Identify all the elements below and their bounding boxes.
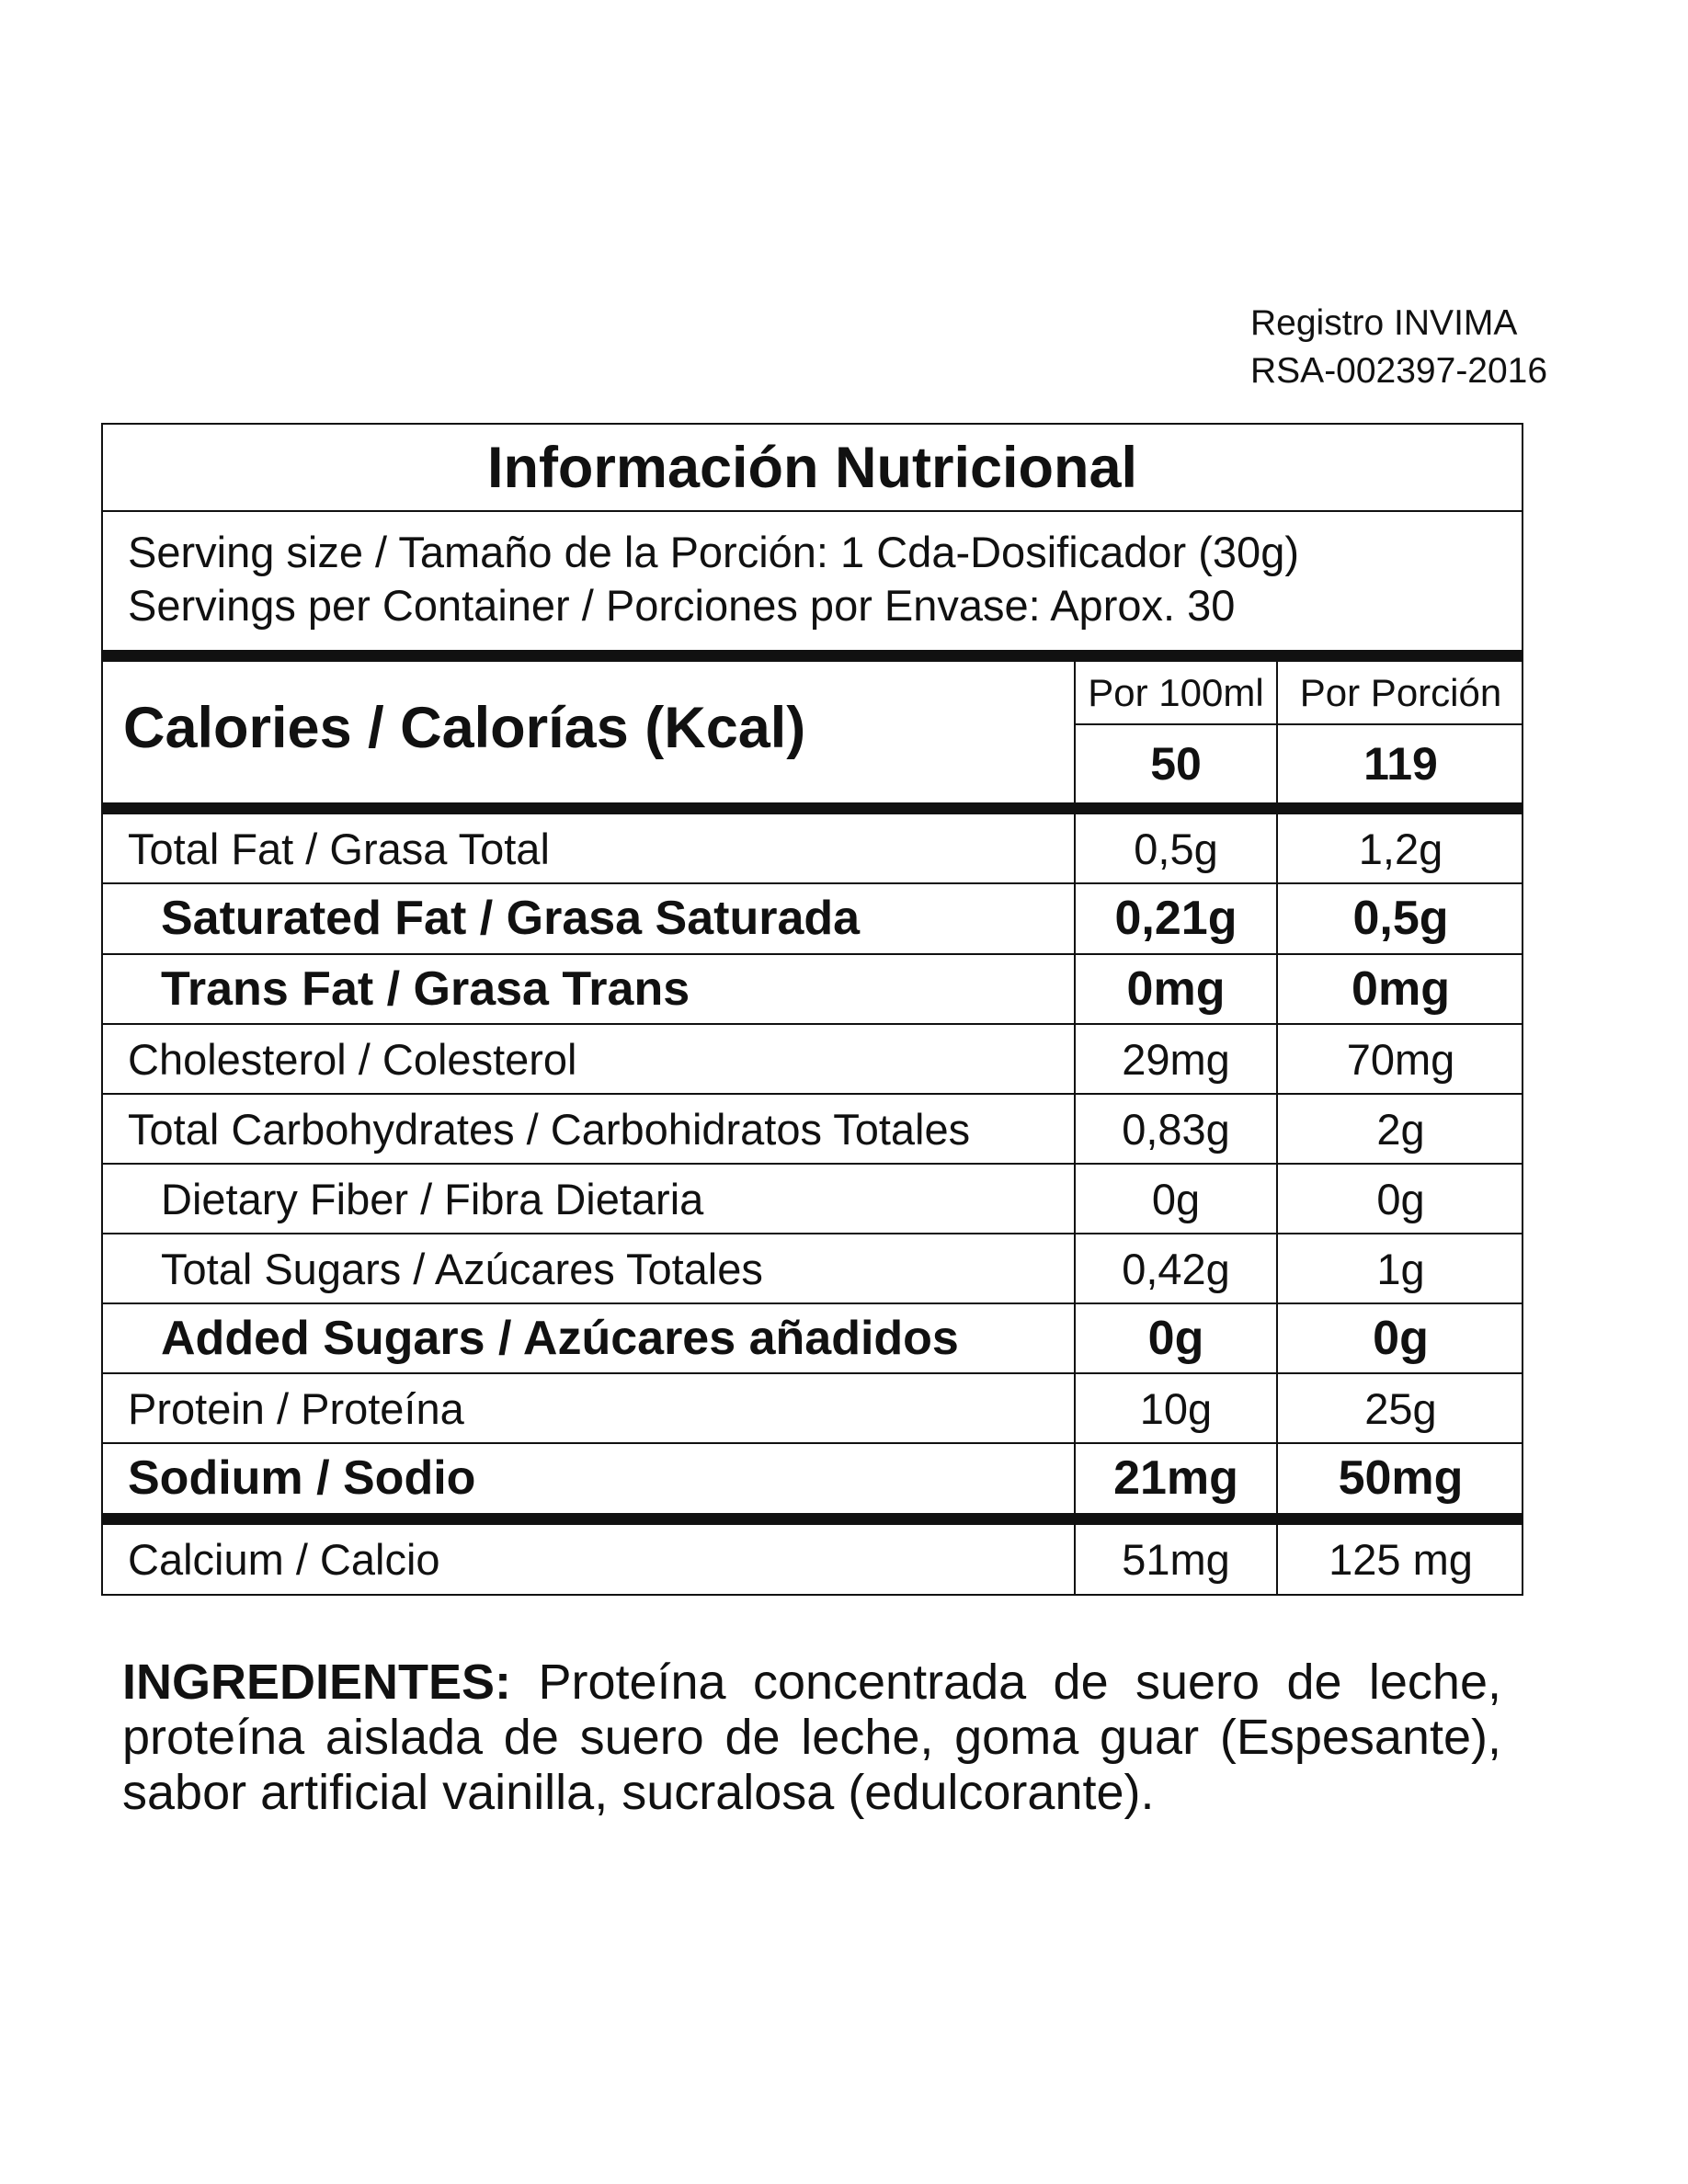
nutrient-row-sodium bbox=[103, 1444, 1522, 1513]
col-header-per-100ml: Por 100ml bbox=[1088, 671, 1264, 714]
nutrient-row-dietary-fiber bbox=[103, 1165, 1522, 1234]
nutrient-label: Added Sugars / Azúcares añadidos bbox=[161, 1312, 959, 1365]
calories-per-serving: 119 bbox=[1363, 738, 1438, 790]
nutrient-label: Calcium / Calcio bbox=[128, 1535, 440, 1584]
nutrient-row-trans-fat bbox=[103, 955, 1522, 1024]
servings-per-container: Servings per Container / Porciones por Envase: Aprox. 30 bbox=[128, 581, 1236, 630]
nutrient-label: Dietary Fiber / Fibra Dietaria bbox=[161, 1175, 704, 1223]
nutrient-label: Total Sugars / Azúcares Totales bbox=[161, 1245, 763, 1293]
calories-label: Calories / Calorías (Kcal) bbox=[123, 696, 806, 760]
nutrient-per-serving: 70mg bbox=[1346, 1035, 1455, 1084]
nutrient-per-100ml: 0,21g bbox=[1114, 892, 1237, 945]
nutrient-label: Sodium / Sodio bbox=[128, 1451, 476, 1505]
registro-line-2: RSA-002397-2016 bbox=[1250, 351, 1548, 391]
nutrient-label: Total Fat / Grasa Total bbox=[128, 825, 550, 873]
nutrient-per-serving: 0,5g bbox=[1352, 892, 1449, 945]
nutrient-label: Trans Fat / Grasa Trans bbox=[161, 962, 690, 1016]
nutrient-per-100ml: 0mg bbox=[1126, 962, 1226, 1016]
nutrient-label: Cholesterol / Colesterol bbox=[128, 1035, 577, 1084]
nutrient-row-total-sugars bbox=[103, 1234, 1522, 1303]
serving-size: Serving size / Tamaño de la Porción: 1 Cda-Dosificador (30g) bbox=[128, 528, 1299, 576]
registro-line-1: Registro INVIMA bbox=[1250, 303, 1518, 343]
nutrient-label: Saturated Fat / Grasa Saturada bbox=[161, 892, 861, 945]
thick-divider-top bbox=[103, 650, 1522, 662]
registro-block bbox=[1250, 300, 1548, 395]
thick-divider-bottom bbox=[103, 1513, 1522, 1525]
nutrient-row-total-fat bbox=[103, 814, 1522, 883]
nutrient-per-serving: 125 mg bbox=[1329, 1535, 1473, 1584]
nutrient-per-serving: 1,2g bbox=[1358, 825, 1443, 873]
nutrition-facts-panel bbox=[101, 423, 1523, 1596]
nutrient-per-serving: 25g bbox=[1364, 1384, 1437, 1433]
panel-title: Información Nutricional bbox=[103, 425, 1522, 512]
nutrient-per-serving: 0g bbox=[1376, 1175, 1425, 1223]
nutrient-per-100ml: 0,42g bbox=[1122, 1245, 1230, 1293]
nutrient-row-protein bbox=[103, 1374, 1522, 1443]
nutrient-per-serving: 2g bbox=[1376, 1105, 1425, 1154]
ingredients-paragraph bbox=[122, 1655, 1501, 1820]
nutrient-per-serving: 1g bbox=[1376, 1245, 1425, 1293]
nutrient-per-serving: 0g bbox=[1373, 1312, 1429, 1365]
nutrient-per-serving: 0mg bbox=[1352, 962, 1450, 1016]
nutrient-row-added-sugars bbox=[103, 1304, 1522, 1373]
col-header-per-serving: Por Porción bbox=[1299, 671, 1502, 714]
nutrient-per-100ml: 29mg bbox=[1122, 1035, 1230, 1084]
nutrient-row-cholesterol bbox=[103, 1025, 1522, 1094]
nutrient-per-serving: 50mg bbox=[1338, 1451, 1464, 1505]
ingredients-label: INGREDIENTES: bbox=[122, 1655, 512, 1710]
ingredients-text: Proteína concentrada de suero de leche, proteína aislada de suero de leche, goma guar (Espesante), sabor artificial vainilla, sucralosa (edulcorante). bbox=[122, 1655, 1501, 1820]
thick-divider-calories bbox=[103, 802, 1522, 814]
nutrient-per-100ml: 0g bbox=[1147, 1312, 1204, 1365]
calories-per-100ml: 50 bbox=[1150, 738, 1202, 790]
nutrient-row-saturated-fat bbox=[103, 884, 1522, 953]
nutrient-per-100ml: 0,5g bbox=[1134, 825, 1218, 873]
nutrient-row-calcium bbox=[103, 1525, 1522, 1594]
serving-info bbox=[128, 526, 1299, 632]
nutrient-row-total-carbohydrates bbox=[103, 1095, 1522, 1164]
nutrient-per-100ml: 51mg bbox=[1122, 1535, 1230, 1584]
nutrient-per-100ml: 21mg bbox=[1113, 1451, 1238, 1505]
nutrient-label: Total Carbohydrates / Carbohidratos Totales bbox=[128, 1105, 971, 1154]
nutrient-label: Protein / Proteína bbox=[128, 1384, 464, 1433]
nutrient-per-100ml: 10g bbox=[1139, 1384, 1213, 1433]
nutrient-per-100ml: 0,83g bbox=[1122, 1105, 1230, 1154]
nutrient-per-100ml: 0g bbox=[1151, 1175, 1201, 1223]
